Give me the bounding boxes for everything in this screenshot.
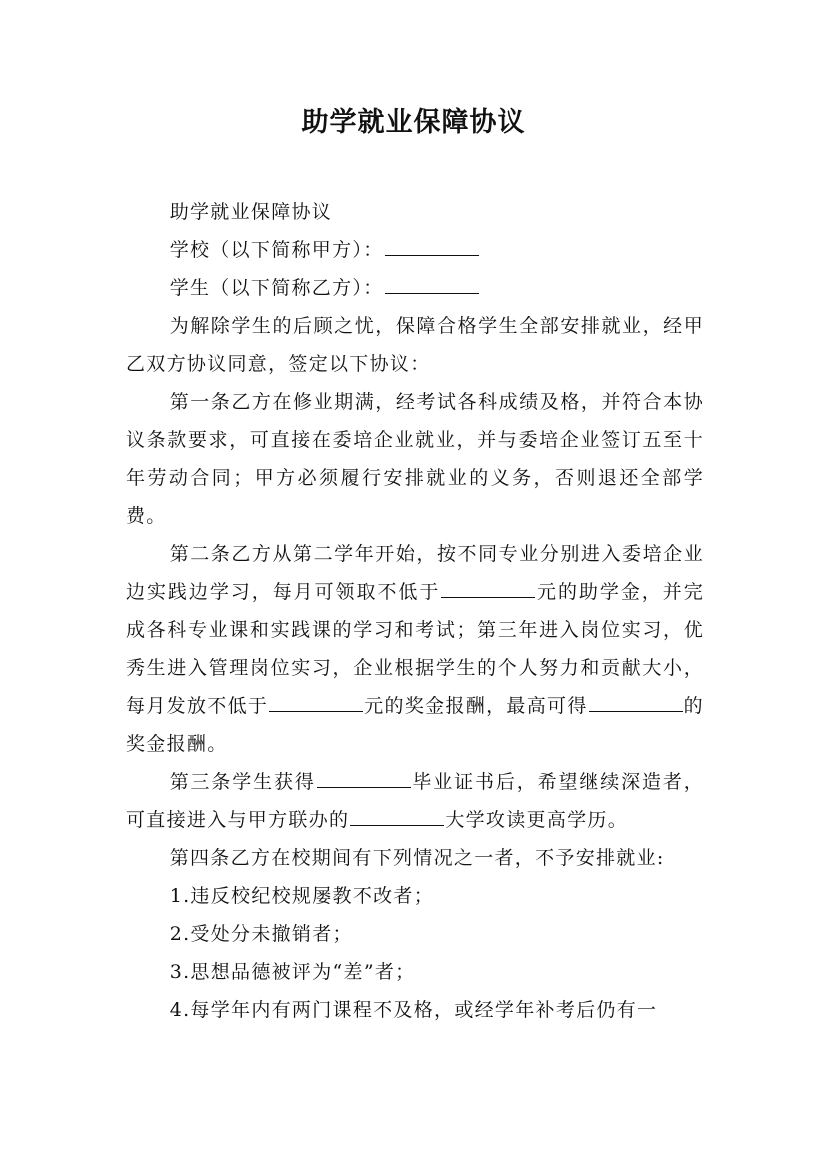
document-body: [126, 193, 704, 1029]
party-b-line: [126, 269, 704, 307]
party-b-label: 学生（以下简称乙方）：: [169, 277, 384, 299]
article-4: 第四条乙方在校期间有下列情况之一者，不予安排就业:: [169, 847, 665, 869]
list-item-3: 3.思想品德被评为“差”者；: [169, 961, 416, 983]
article-2-part-c: 元的奖金报酬，最高可得: [364, 695, 588, 717]
blank-field: [589, 692, 683, 712]
article-3-part-b: 毕业证书后，希望继续深造者，可直接进入与甲方联办的: [126, 771, 704, 831]
blank-field: [317, 768, 411, 788]
party-a-line: [126, 231, 704, 269]
document-title: 助学就业保障协议: [301, 107, 526, 138]
intro-paragraph: 为解除学生的后顾之忧，保障合格学生全部安排就业，经甲乙双方协议同意，签定以下协议：: [126, 315, 704, 375]
article-2-part-b: 元的助学金，并完成各科专业课和实践课的学习和考试；第三年进入岗位实习，优秀生进入管理岗位实习，企业根据学生的个人努力和贡献大小，每月发放不低于: [126, 581, 704, 717]
list-item-2: 2.受处分未撤销者；: [169, 923, 353, 945]
article-2: [126, 535, 704, 763]
article-2-part-a: 第二条乙方从第二学年开始，按不同专业分别进入委培企业边实践边学习，每月可领取不低于: [126, 543, 704, 603]
list-item-1: 1.违反校纪校规屡教不改者；: [169, 885, 435, 907]
article-1: 第一条乙方在修业期满，经考试各科成绩及格，并符合本协议条款要求，可直接在委培企业就业，并与委培企业签订五至十年劳动合同；甲方必须履行安排就业的义务，否则退还全部学费。: [126, 391, 704, 527]
blank-field: [269, 692, 363, 712]
blank-field: [385, 274, 479, 294]
heading-repeat: 助学就业保障协议: [169, 201, 333, 223]
blank-field: [350, 806, 444, 826]
article-3-part-c: 大学攻读更高学历。: [445, 809, 629, 831]
article-2-part-d: 的奖金报酬。: [126, 695, 704, 755]
article-3: [126, 763, 704, 839]
party-a-label: 学校（以下简称甲方）：: [169, 239, 384, 261]
list-item-4: 4.每学年内有两门课程不及格，或经学年补考后仍有一: [169, 999, 658, 1021]
blank-field: [441, 578, 535, 598]
blank-field: [385, 236, 479, 256]
article-3-part-a: 第三条学生获得: [169, 771, 316, 793]
